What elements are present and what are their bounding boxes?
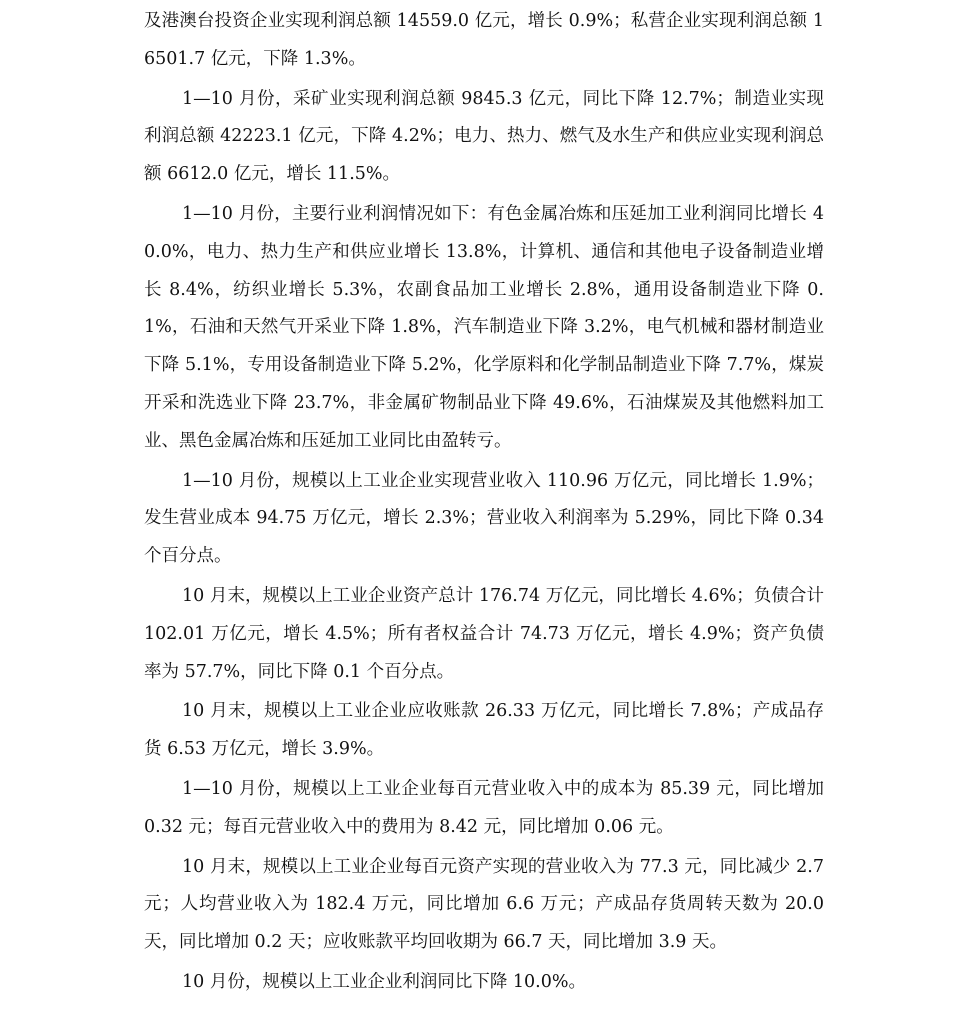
document-body <box>144 3 824 1004</box>
paragraph-receivables-inventory: 10 月末，规模以上工业企业应收账款 26.33 万亿元，同比增长 7.8%；产成品存货 6.53 万亿元，增长 3.9%。 <box>144 701 824 760</box>
paragraph-ownership-profits: 及港澳台投资企业实现利润总额 14559.0 亿元，增长 0.9%；私营企业实现利润总额 16501.7 亿元，下降 1.3%。 <box>144 11 824 69</box>
paragraph-sector-profits: 1—10 月份，采矿业实现利润总额 9845.3 亿元，同比下降 12.7%；制造业实现利润总额 42223.1 亿元，下降 4.2%；电力、热力、燃气及水生产和供应业实现利润总额 6612.0 亿元，增长 11.5%。 <box>144 88 824 185</box>
paragraph-cost-per-hundred: 1—10 月份，规模以上工业企业每百元营业收入中的成本为 85.39 元，同比增加 0.32 元；每百元营业收入中的费用为 8.42 元，同比增加 0.06 元。 <box>144 778 824 837</box>
paragraph-october-profits: 10 月份，规模以上工业企业利润同比下降 10.0%。 <box>182 971 586 992</box>
paragraph-industry-profits: 1—10 月份，主要行业利润情况如下：有色金属冶炼和压延加工业利润同比增长 40.0%，电力、热力生产和供应业增长 13.8%，计算机、通信和其他电子设备制造业增长 8.4%，纺织业增长 5.3%，农副食品加工业增长 2.8%，通用设备制造业下降 0.1%，石油和天然气开采业下降 1.8%，汽车制造业下降 3.2%，电气机械和器材制造业下降 5.1%，专用设备制造业下降 5.2%，化学原料和化学制品制造业下降 7.7%，煤炭开采和洗选业下降 23.7%，非金属矿物制品业下降 49.6%，石油煤炭及其他燃料加工业、黑色金属冶炼和压延加工业同比由盈转亏。 <box>144 203 824 451</box>
paragraph-operating-revenue: 1—10 月份，规模以上工业企业实现营业收入 110.96 万亿元，同比增长 1.9%；发生营业成本 94.75 万亿元，增长 2.3%；营业收入利润率为 5.29%，同比下降 0.34 个百分点。 <box>144 470 824 567</box>
paragraph-assets-liabilities: 10 月末，规模以上工业企业资产总计 176.74 万亿元，同比增长 4.6%；负债合计 102.01 万亿元，增长 4.5%；所有者权益合计 74.73 万亿元，增长 4.9%；资产负债率为 57.7%，同比下降 0.1 个百分点。 <box>144 585 824 682</box>
paragraph-efficiency-metrics: 10 月末，规模以上工业企业每百元资产实现的营业收入为 77.3 元，同比减少 2.7 元；人均营业收入为 182.4 万元，同比增加 6.6 万元；产成品存货周转天数为 20.0 天，同比增加 0.2 天；应收账款平均回收期为 66.7 天，同比增加 3.9 天。 <box>144 856 824 953</box>
